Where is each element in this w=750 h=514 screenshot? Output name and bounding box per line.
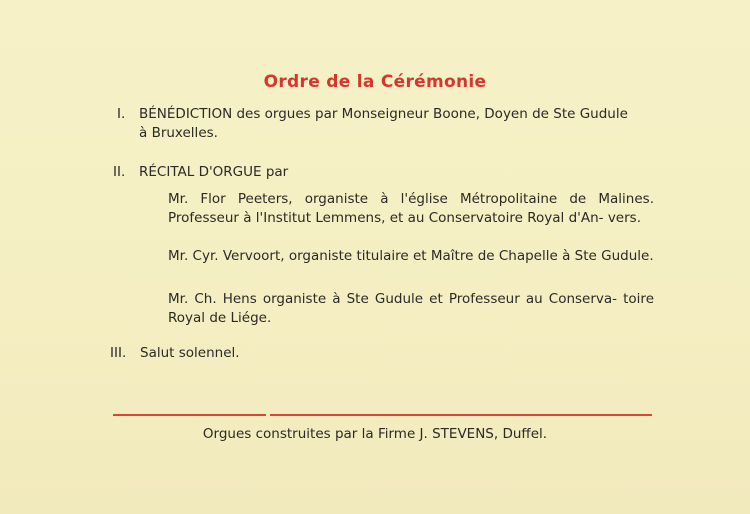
program-item-recital [113,163,653,182]
item-number: I. [117,106,126,122]
divider-line [270,414,652,416]
divider-line [113,414,266,416]
item-text: RÉCITAL D'ORGUE par [139,164,289,180]
page-title: Ordre de la Cérémonie [263,72,487,92]
item-continuation: à Bruxelles. [139,125,218,141]
item-number: III. [110,345,127,361]
program-item-benediction [117,105,657,143]
performer-vervoort: Mr. Cyr. Vervoort, organiste titulaire et Maître de Chapelle à Ste Gudule. [168,248,654,264]
item-number: II. [113,164,126,180]
performer-peeters: Mr. Flor Peeters, organiste à l'église Métropolitaine de Malines. Professeur à l'Institut Lemmens, et au Conservatoire Royal d'An- vers. [168,191,654,226]
item-text: BÉNÉDICTION des orgues par Monseigneur Boone, Doyen de Ste Gudule [139,106,628,122]
program-item-salut [110,344,410,363]
performer-hens: Mr. Ch. Hens organiste à Ste Gudule et Professeur au Conserva- toire Royal de Liége. [168,291,654,326]
item-text: Salut solennel. [140,345,240,361]
footer-text: Orgues construites par la Firme J. STEVENS, Duffel. [202,426,548,442]
